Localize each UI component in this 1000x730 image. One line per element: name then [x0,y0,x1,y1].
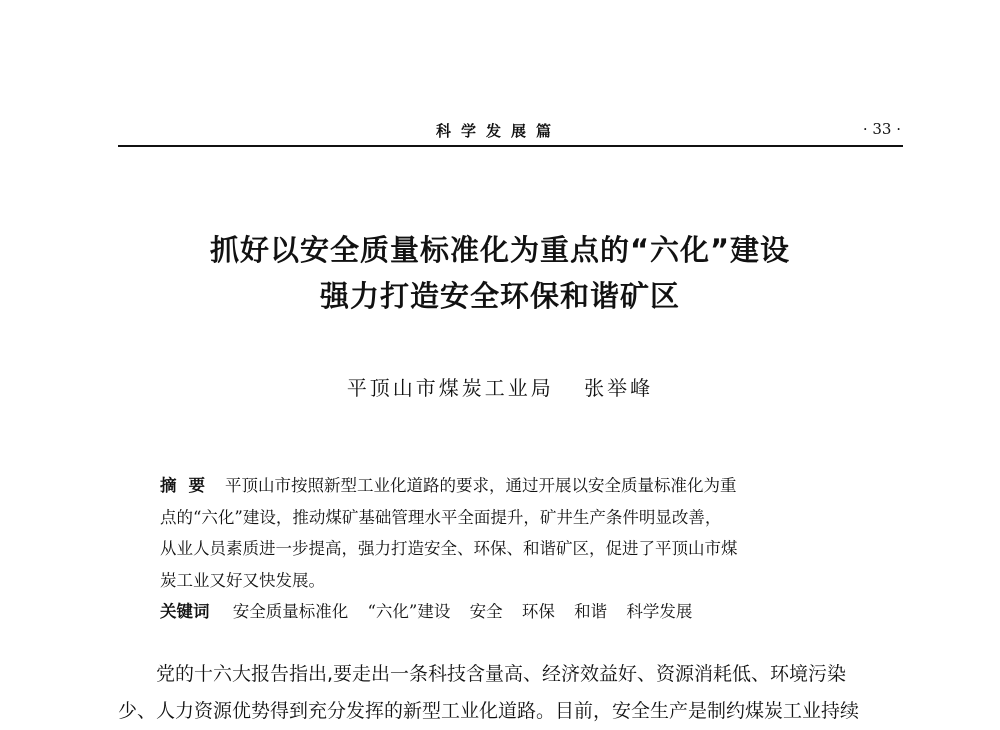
abstract-line-3: 从业人员素质进一步提高，强力打造安全、环保、和谐矿区，促进了平顶山市煤 [160,539,738,558]
abstract-line-2: 点的“六化”建设，推动煤矿基础管理水平全面提升，矿井生产条件明显改善， [160,507,722,527]
article-title-line-1: 抓好以安全质量标准化为重点的“六化”建设 [209,233,791,267]
author-name: 张举峰 [584,376,654,400]
article-title-line-2: 强力打造安全环保和谐矿区 [319,279,680,313]
keyword: 安全质量标准化 [232,602,349,621]
keyword: 环保 [521,602,555,621]
byline [0,372,1000,401]
keyword: “六化”建设 [367,602,451,621]
keyword: 科学发展 [626,602,693,621]
abstract-line-4: 炭工业又好又快发展。 [160,570,325,590]
running-header [118,116,903,146]
abstract-text: 平顶山市按照新型工业化道路的要求，通过开展以安全质量标准化为重 [225,476,737,495]
header-rule [118,145,903,147]
keyword: 安全 [469,602,503,621]
keyword: 和谐 [574,602,608,621]
body-paragraph-line-2: 少、人力资源优势得到充分发挥的新型工业化道路。目前，安全生产是制约煤炭工业持续 [118,700,860,722]
abstract-label: 摘要 [160,476,217,495]
keywords-label: 关键词 [160,602,210,621]
abstract [160,470,870,596]
section-title: 科学发展篇 [436,122,562,140]
body-paragraph-line-1: 党的十六大报告指出,要走出一条科技含量高、经济效益好、资源消耗低、环境污染 [156,663,847,685]
body-text [118,656,908,730]
page-number: · 33 · [862,120,901,138]
keywords [160,598,900,622]
abstract-line-1 [160,470,870,502]
author-organization: 平顶山市煤炭工业局 [346,376,554,400]
